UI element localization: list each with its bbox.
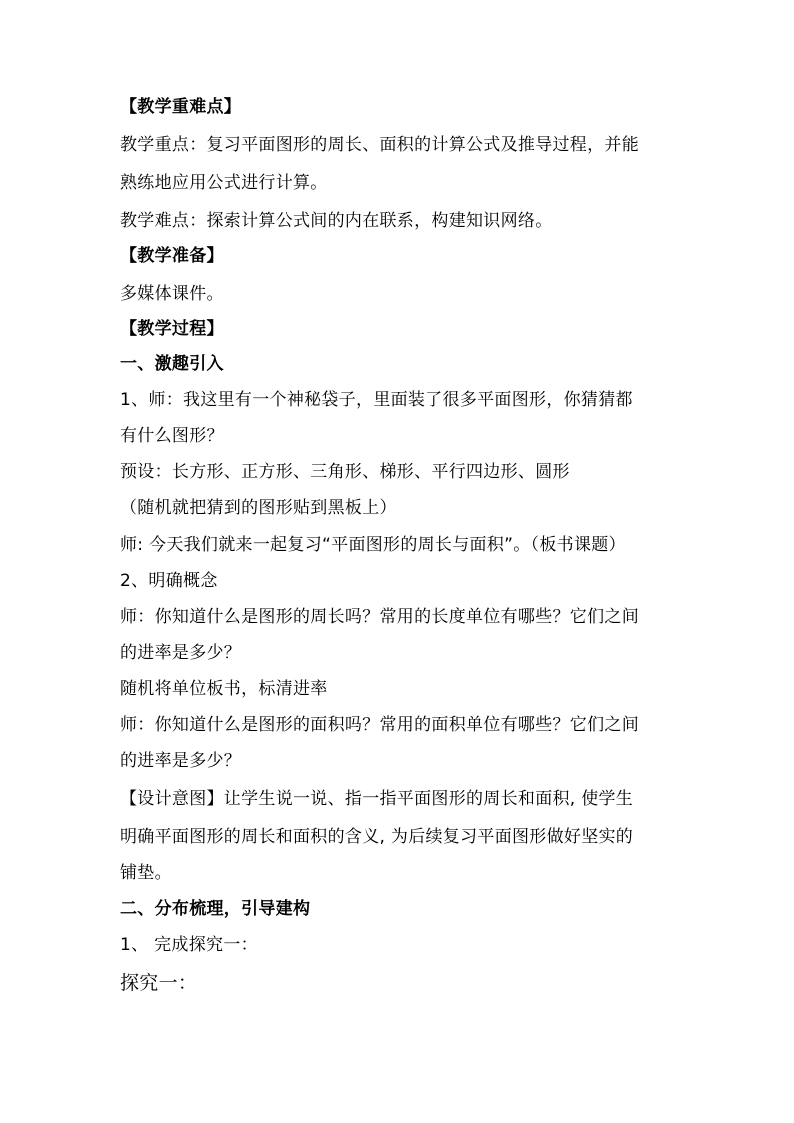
paragraph-line: 师: 今天我们就来一起复习“平面图形的周长与面积”。（板书课题）: [120, 535, 626, 555]
heading-preparation: 【教学准备】: [120, 246, 224, 266]
paragraph-line: 随机将单位板书，标清进率: [120, 679, 328, 699]
paragraph-line: 明确平面图形的周长和面积的含义, 为后续复习平面图形做好坚实的: [120, 827, 634, 847]
paragraph-line: 【设计意图】让学生说一说、指一指平面图形的周长和面积, 使学生: [120, 789, 634, 809]
paragraph-line: 的进率是多少？: [120, 751, 242, 771]
paragraph-line: 熟练地应用公式进行计算。: [120, 173, 328, 193]
paragraph-line: 铺垫。: [120, 863, 172, 883]
paragraph-line: （随机就把猜到的图形贴到黑板上）: [120, 498, 397, 518]
paragraph-line: 探究一：: [120, 972, 198, 994]
paragraph-line: 有什么图形？: [120, 426, 224, 446]
paragraph-line: 教学重点：复习平面图形的周长、面积的计算公式及推导过程，并能: [120, 135, 639, 155]
paragraph-line: 预设：长方形、正方形、三角形、梯形、平行四边形、圆形: [120, 462, 570, 482]
paragraph-line: 教学难点：探索计算公式间的内在联系，构建知识网络。: [120, 211, 553, 231]
paragraph-line: 师：你知道什么是图形的周长吗？常用的长度单位有哪些？它们之间: [120, 607, 639, 627]
heading-process: 【教学过程】: [120, 319, 224, 339]
paragraph-line: 师：你知道什么是图形的面积吗？常用的面积单位有哪些？它们之间: [120, 715, 639, 735]
paragraph-line: 1、 完成探究一：: [120, 935, 258, 955]
heading-key-points: 【教学重难点】: [120, 97, 242, 117]
paragraph-line: 1、师：我这里有一个神秘袋子，里面装了很多平面图形，你猜猜都: [120, 390, 633, 410]
paragraph-line: 的进率是多少？: [120, 643, 242, 663]
paragraph-line: 2、明确概念: [120, 571, 218, 591]
section-heading-review: 二、分布梳理，引导建构: [120, 899, 311, 919]
paragraph-line: 多媒体课件。: [120, 284, 224, 304]
section-heading-intro: 一、激趣引入: [120, 354, 224, 374]
